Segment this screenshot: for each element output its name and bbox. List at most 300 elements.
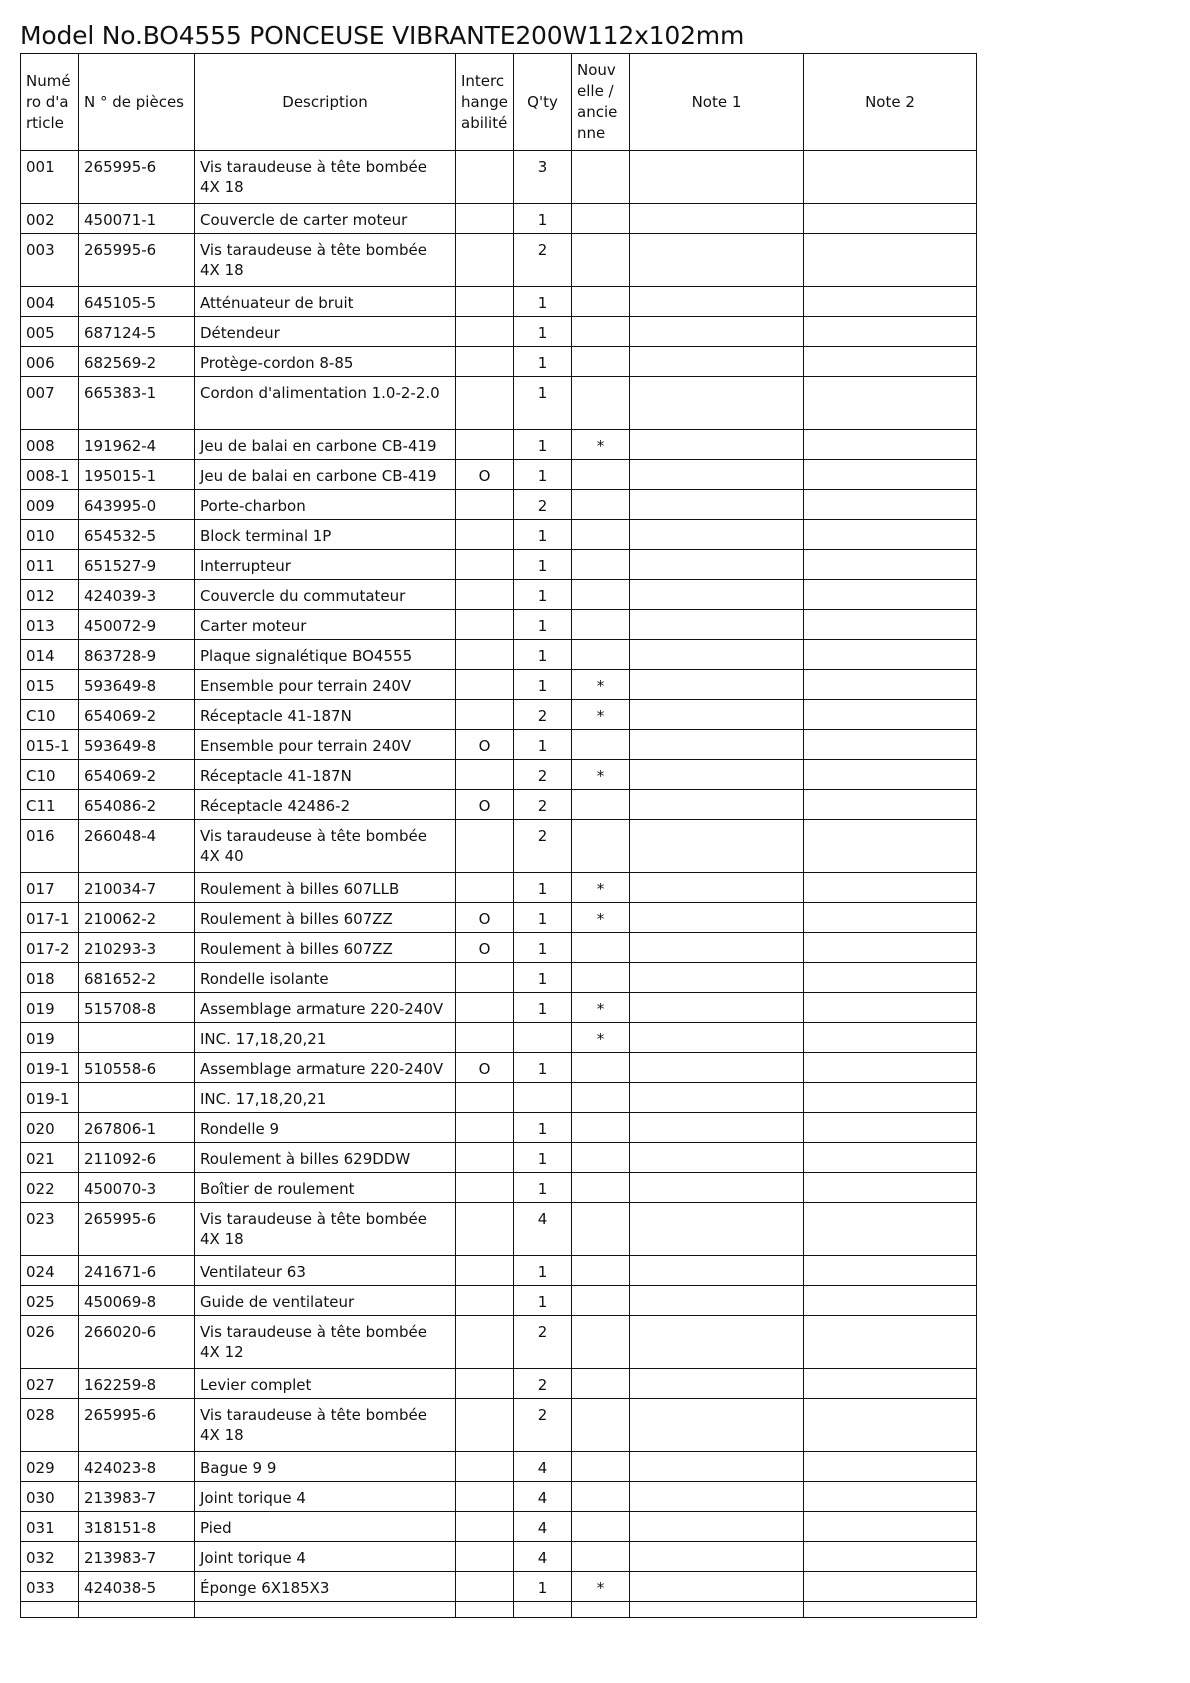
description-cell: Ensemble pour terrain 240V <box>195 670 456 700</box>
note-1-cell <box>630 151 804 204</box>
note-1-cell <box>630 1399 804 1452</box>
part-number-cell: 654069-2 <box>79 700 195 730</box>
note-1-cell <box>630 347 804 377</box>
description-cell: Plaque signalétique BO4555 <box>195 640 456 670</box>
item-number-cell: 006 <box>21 347 79 377</box>
item-number-cell: 001 <box>21 151 79 204</box>
item-number-cell: 005 <box>21 317 79 347</box>
new-old-cell: * <box>572 700 630 730</box>
new-old-cell <box>572 790 630 820</box>
description-cell: Protège-cordon 8-85 <box>195 347 456 377</box>
item-number-cell: 031 <box>21 1512 79 1542</box>
part-number-cell: 593649-8 <box>79 730 195 760</box>
table-row <box>21 993 977 1023</box>
note-1-cell <box>630 903 804 933</box>
quantity-cell: 1 <box>514 1286 572 1316</box>
item-number-cell <box>21 1602 79 1618</box>
item-number-cell: 017-2 <box>21 933 79 963</box>
new-old-cell <box>572 963 630 993</box>
interchangeability-cell <box>456 640 514 670</box>
description-cell: Levier complet <box>195 1369 456 1399</box>
table-row <box>21 820 977 873</box>
new-old-cell <box>572 1369 630 1399</box>
table-row <box>21 963 977 993</box>
new-old-cell <box>572 1399 630 1452</box>
note-2-cell <box>804 1482 977 1512</box>
note-1-cell <box>630 873 804 903</box>
note-2-cell <box>804 700 977 730</box>
item-number-cell: 033 <box>21 1572 79 1602</box>
item-number-cell: 016 <box>21 820 79 873</box>
note-2-cell <box>804 460 977 490</box>
page-title: Model No.BO4555 PONCEUSE VIBRANTE200W112x102mm <box>20 21 745 50</box>
note-1-cell <box>630 760 804 790</box>
note-2-cell <box>804 347 977 377</box>
interchangeability-cell: O <box>456 903 514 933</box>
quantity-cell: 1 <box>514 377 572 430</box>
note-1-cell <box>630 933 804 963</box>
interchangeability-cell <box>456 670 514 700</box>
quantity-cell: 4 <box>514 1542 572 1572</box>
description-cell: Vis taraudeuse à tête bombée 4X 18 <box>195 1399 456 1452</box>
new-old-cell: * <box>572 903 630 933</box>
note-1-cell <box>630 204 804 234</box>
table-row <box>21 204 977 234</box>
quantity-cell: 3 <box>514 151 572 204</box>
interchangeability-cell <box>456 1083 514 1113</box>
part-number-cell <box>79 1083 195 1113</box>
table-row <box>21 903 977 933</box>
quantity-cell: 1 <box>514 287 572 317</box>
quantity-cell: 2 <box>514 700 572 730</box>
description-cell: INC. 17,18,20,21 <box>195 1023 456 1053</box>
part-number-cell: 643995-0 <box>79 490 195 520</box>
part-number-cell: 863728-9 <box>79 640 195 670</box>
description-cell: Détendeur <box>195 317 456 347</box>
quantity-cell: 1 <box>514 963 572 993</box>
item-number-cell: 023 <box>21 1203 79 1256</box>
note-1-cell <box>630 993 804 1023</box>
new-old-cell <box>572 1452 630 1482</box>
note-2-cell <box>804 151 977 204</box>
description-cell: Bague 9 9 <box>195 1452 456 1482</box>
interchangeability-cell <box>456 1512 514 1542</box>
note-2-cell <box>804 1572 977 1602</box>
quantity-cell: 4 <box>514 1203 572 1256</box>
quantity-cell: 4 <box>514 1452 572 1482</box>
note-1-cell <box>630 1286 804 1316</box>
item-number-cell: 015-1 <box>21 730 79 760</box>
new-old-cell <box>572 317 630 347</box>
item-number-cell: 008 <box>21 430 79 460</box>
table-row <box>21 790 977 820</box>
quantity-cell: 1 <box>514 1113 572 1143</box>
quantity-cell: 1 <box>514 347 572 377</box>
description-cell: Roulement à billes 607LLB <box>195 873 456 903</box>
interchangeability-cell <box>456 1143 514 1173</box>
part-number-cell: 267806-1 <box>79 1113 195 1143</box>
quantity-cell: 2 <box>514 760 572 790</box>
quantity-cell <box>514 1023 572 1053</box>
quantity-cell: 1 <box>514 460 572 490</box>
quantity-cell: 1 <box>514 1256 572 1286</box>
item-number-cell: 017 <box>21 873 79 903</box>
table-row <box>21 1143 977 1173</box>
note-1-cell <box>630 790 804 820</box>
part-number-cell: 450069-8 <box>79 1286 195 1316</box>
note-2-cell <box>804 1173 977 1203</box>
note-1-cell <box>630 640 804 670</box>
new-old-cell <box>572 1083 630 1113</box>
description-cell: Couvercle de carter moteur <box>195 204 456 234</box>
interchangeability-cell <box>456 963 514 993</box>
interchangeability-cell <box>456 550 514 580</box>
note-1-cell <box>630 610 804 640</box>
part-number-cell: 241671-6 <box>79 1256 195 1286</box>
description-cell: Roulement à billes 629DDW <box>195 1143 456 1173</box>
interchangeability-cell <box>456 317 514 347</box>
note-1-cell <box>630 1256 804 1286</box>
table-row <box>21 1286 977 1316</box>
item-number-cell: 014 <box>21 640 79 670</box>
note-1-cell <box>630 1369 804 1399</box>
interchangeability-cell <box>456 430 514 460</box>
note-1-cell <box>630 1053 804 1083</box>
part-number-cell: 510558-6 <box>79 1053 195 1083</box>
part-number-cell: 654086-2 <box>79 790 195 820</box>
description-cell: Éponge 6X185X3 <box>195 1572 456 1602</box>
note-1-cell <box>630 430 804 460</box>
new-old-cell <box>572 1143 630 1173</box>
interchangeability-cell <box>456 520 514 550</box>
column-header-quantity: Q'ty <box>514 54 572 151</box>
interchangeability-cell <box>456 1602 514 1618</box>
description-cell: Jeu de balai en carbone CB-419 <box>195 430 456 460</box>
table-row <box>21 460 977 490</box>
table-row <box>21 1542 977 1572</box>
table-row <box>21 610 977 640</box>
part-number-cell <box>79 1023 195 1053</box>
description-cell: Réceptacle 42486-2 <box>195 790 456 820</box>
note-1-cell <box>630 1452 804 1482</box>
new-old-cell <box>572 550 630 580</box>
note-1-cell <box>630 580 804 610</box>
note-1-cell <box>630 1083 804 1113</box>
quantity-cell: 1 <box>514 640 572 670</box>
note-2-cell <box>804 820 977 873</box>
parts-table <box>20 53 977 1618</box>
part-number-cell: 195015-1 <box>79 460 195 490</box>
part-number-cell: 424023-8 <box>79 1452 195 1482</box>
description-cell: Atténuateur de bruit <box>195 287 456 317</box>
note-2-cell <box>804 1143 977 1173</box>
part-number-cell: 654069-2 <box>79 760 195 790</box>
item-number-cell: 022 <box>21 1173 79 1203</box>
table-row <box>21 550 977 580</box>
interchangeability-cell <box>456 700 514 730</box>
description-cell: Rondelle 9 <box>195 1113 456 1143</box>
note-1-cell <box>630 1482 804 1512</box>
note-2-cell <box>804 610 977 640</box>
item-number-cell: C10 <box>21 700 79 730</box>
interchangeability-cell <box>456 1113 514 1143</box>
description-cell: Joint torique 4 <box>195 1482 456 1512</box>
item-number-cell: 019 <box>21 993 79 1023</box>
description-cell: Cordon d'alimentation 1.0-2-2.0 <box>195 377 456 430</box>
interchangeability-cell <box>456 1572 514 1602</box>
item-number-cell: 026 <box>21 1316 79 1369</box>
note-2-cell <box>804 670 977 700</box>
interchangeability-cell <box>456 151 514 204</box>
column-header-new-old: Nouvelle / ancienne <box>572 54 630 151</box>
quantity-cell: 1 <box>514 520 572 550</box>
new-old-cell <box>572 347 630 377</box>
note-1-cell <box>630 700 804 730</box>
item-number-cell: 009 <box>21 490 79 520</box>
table-row <box>21 1369 977 1399</box>
item-number-cell: 017-1 <box>21 903 79 933</box>
part-number-cell: 210034-7 <box>79 873 195 903</box>
note-2-cell <box>804 1113 977 1143</box>
description-cell: Interrupteur <box>195 550 456 580</box>
quantity-cell: 1 <box>514 670 572 700</box>
interchangeability-cell <box>456 204 514 234</box>
note-1-cell <box>630 1602 804 1618</box>
table-row <box>21 1053 977 1083</box>
description-cell: Ventilateur 63 <box>195 1256 456 1286</box>
note-1-cell <box>630 317 804 347</box>
note-2-cell <box>804 580 977 610</box>
item-number-cell: 030 <box>21 1482 79 1512</box>
quantity-cell: 1 <box>514 610 572 640</box>
quantity-cell: 1 <box>514 430 572 460</box>
description-cell: Joint torique 4 <box>195 1542 456 1572</box>
table-row <box>21 1083 977 1113</box>
quantity-cell: 1 <box>514 993 572 1023</box>
note-2-cell <box>804 430 977 460</box>
note-2-cell <box>804 963 977 993</box>
new-old-cell: * <box>572 993 630 1023</box>
new-old-cell: * <box>572 670 630 700</box>
column-header-item-number: Numéro d'article <box>21 54 79 151</box>
quantity-cell: 1 <box>514 317 572 347</box>
note-2-cell <box>804 640 977 670</box>
table-row <box>21 1256 977 1286</box>
note-2-cell <box>804 790 977 820</box>
item-number-cell: 019-1 <box>21 1053 79 1083</box>
part-number-cell: 266020-6 <box>79 1316 195 1369</box>
part-number-cell: 515708-8 <box>79 993 195 1023</box>
interchangeability-cell <box>456 1023 514 1053</box>
interchangeability-cell <box>456 1173 514 1203</box>
part-number-cell: 265995-6 <box>79 1399 195 1452</box>
new-old-cell <box>572 1602 630 1618</box>
quantity-cell: 2 <box>514 234 572 287</box>
item-number-cell: 008-1 <box>21 460 79 490</box>
description-cell: Vis taraudeuse à tête bombée 4X 12 <box>195 1316 456 1369</box>
interchangeability-cell <box>456 347 514 377</box>
note-1-cell <box>630 550 804 580</box>
item-number-cell: 007 <box>21 377 79 430</box>
interchangeability-cell: O <box>456 730 514 760</box>
new-old-cell <box>572 580 630 610</box>
new-old-cell <box>572 1203 630 1256</box>
item-number-cell: 018 <box>21 963 79 993</box>
table-row <box>21 1572 977 1602</box>
table-row <box>21 1203 977 1256</box>
part-number-cell: 210062-2 <box>79 903 195 933</box>
table-row <box>21 1452 977 1482</box>
description-cell: Vis taraudeuse à tête bombée 4X 18 <box>195 1203 456 1256</box>
note-2-cell <box>804 1452 977 1482</box>
item-number-cell: 025 <box>21 1286 79 1316</box>
quantity-cell: 1 <box>514 933 572 963</box>
new-old-cell <box>572 1173 630 1203</box>
interchangeability-cell <box>456 287 514 317</box>
interchangeability-cell <box>456 1542 514 1572</box>
new-old-cell <box>572 460 630 490</box>
quantity-cell: 1 <box>514 873 572 903</box>
description-cell: Pied <box>195 1512 456 1542</box>
quantity-cell: 2 <box>514 1399 572 1452</box>
note-2-cell <box>804 873 977 903</box>
new-old-cell <box>572 1482 630 1512</box>
description-cell <box>195 1602 456 1618</box>
table-row <box>21 580 977 610</box>
column-header-interchangeability: Interchangeabilité <box>456 54 514 151</box>
quantity-cell: 2 <box>514 820 572 873</box>
table-row <box>21 730 977 760</box>
new-old-cell <box>572 610 630 640</box>
new-old-cell <box>572 151 630 204</box>
new-old-cell <box>572 234 630 287</box>
table-row <box>21 347 977 377</box>
interchangeability-cell <box>456 1203 514 1256</box>
parts-table-body <box>21 151 977 1618</box>
table-row <box>21 700 977 730</box>
part-number-cell: 265995-6 <box>79 151 195 204</box>
note-2-cell <box>804 1083 977 1113</box>
item-number-cell: C10 <box>21 760 79 790</box>
interchangeability-cell <box>456 1482 514 1512</box>
table-row <box>21 490 977 520</box>
item-number-cell: 002 <box>21 204 79 234</box>
new-old-cell <box>572 287 630 317</box>
part-number-cell: 265995-6 <box>79 234 195 287</box>
column-header-part-number: N ° de pièces <box>79 54 195 151</box>
quantity-cell: 2 <box>514 1316 572 1369</box>
note-1-cell <box>630 963 804 993</box>
note-2-cell <box>804 234 977 287</box>
part-number-cell: 645105-5 <box>79 287 195 317</box>
description-cell: Guide de ventilateur <box>195 1286 456 1316</box>
table-row <box>21 430 977 460</box>
table-row <box>21 234 977 287</box>
quantity-cell: 1 <box>514 550 572 580</box>
quantity-cell: 4 <box>514 1482 572 1512</box>
new-old-cell <box>572 820 630 873</box>
quantity-cell: 1 <box>514 204 572 234</box>
column-header-note-1: Note 1 <box>630 54 804 151</box>
item-number-cell: 004 <box>21 287 79 317</box>
table-row <box>21 760 977 790</box>
item-number-cell: 015 <box>21 670 79 700</box>
description-cell: Vis taraudeuse à tête bombée 4X 40 <box>195 820 456 873</box>
interchangeability-cell: O <box>456 790 514 820</box>
new-old-cell <box>572 1113 630 1143</box>
table-row <box>21 151 977 204</box>
note-1-cell <box>630 460 804 490</box>
part-number-cell: 424039-3 <box>79 580 195 610</box>
item-number-cell: 028 <box>21 1399 79 1452</box>
new-old-cell: * <box>572 760 630 790</box>
note-1-cell <box>630 1512 804 1542</box>
item-number-cell: 029 <box>21 1452 79 1482</box>
part-number-cell: 213983-7 <box>79 1482 195 1512</box>
description-cell: Porte-charbon <box>195 490 456 520</box>
note-1-cell <box>630 1023 804 1053</box>
note-2-cell <box>804 1316 977 1369</box>
note-2-cell <box>804 933 977 963</box>
interchangeability-cell <box>456 1286 514 1316</box>
table-row <box>21 1512 977 1542</box>
table-row <box>21 933 977 963</box>
table-header-row <box>21 54 977 151</box>
table-row <box>21 1399 977 1452</box>
new-old-cell <box>572 730 630 760</box>
note-2-cell <box>804 1512 977 1542</box>
quantity-cell: 1 <box>514 1143 572 1173</box>
interchangeability-cell: O <box>456 460 514 490</box>
interchangeability-cell <box>456 234 514 287</box>
interchangeability-cell <box>456 1316 514 1369</box>
note-1-cell <box>630 1316 804 1369</box>
description-cell: Rondelle isolante <box>195 963 456 993</box>
note-2-cell <box>804 490 977 520</box>
quantity-cell: 4 <box>514 1512 572 1542</box>
note-2-cell <box>804 903 977 933</box>
description-cell: Réceptacle 41-187N <box>195 700 456 730</box>
description-cell: Jeu de balai en carbone CB-419 <box>195 460 456 490</box>
interchangeability-cell <box>456 580 514 610</box>
note-2-cell <box>804 1286 977 1316</box>
part-number-cell: 162259-8 <box>79 1369 195 1399</box>
part-number-cell: 665383-1 <box>79 377 195 430</box>
new-old-cell: * <box>572 430 630 460</box>
quantity-cell: 1 <box>514 1173 572 1203</box>
part-number-cell: 318151-8 <box>79 1512 195 1542</box>
note-1-cell <box>630 520 804 550</box>
item-number-cell: 012 <box>21 580 79 610</box>
item-number-cell: 024 <box>21 1256 79 1286</box>
note-2-cell <box>804 1023 977 1053</box>
new-old-cell <box>572 204 630 234</box>
description-cell: Assemblage armature 220-240V <box>195 1053 456 1083</box>
note-1-cell <box>630 490 804 520</box>
quantity-cell: 1 <box>514 1053 572 1083</box>
quantity-cell <box>514 1083 572 1113</box>
item-number-cell: 013 <box>21 610 79 640</box>
part-number-cell: 265995-6 <box>79 1203 195 1256</box>
part-number-cell: 450072-9 <box>79 610 195 640</box>
description-cell: Roulement à billes 607ZZ <box>195 903 456 933</box>
item-number-cell: 020 <box>21 1113 79 1143</box>
new-old-cell <box>572 377 630 430</box>
quantity-cell: 1 <box>514 580 572 610</box>
quantity-cell <box>514 1602 572 1618</box>
quantity-cell: 1 <box>514 730 572 760</box>
interchangeability-cell: O <box>456 1053 514 1083</box>
